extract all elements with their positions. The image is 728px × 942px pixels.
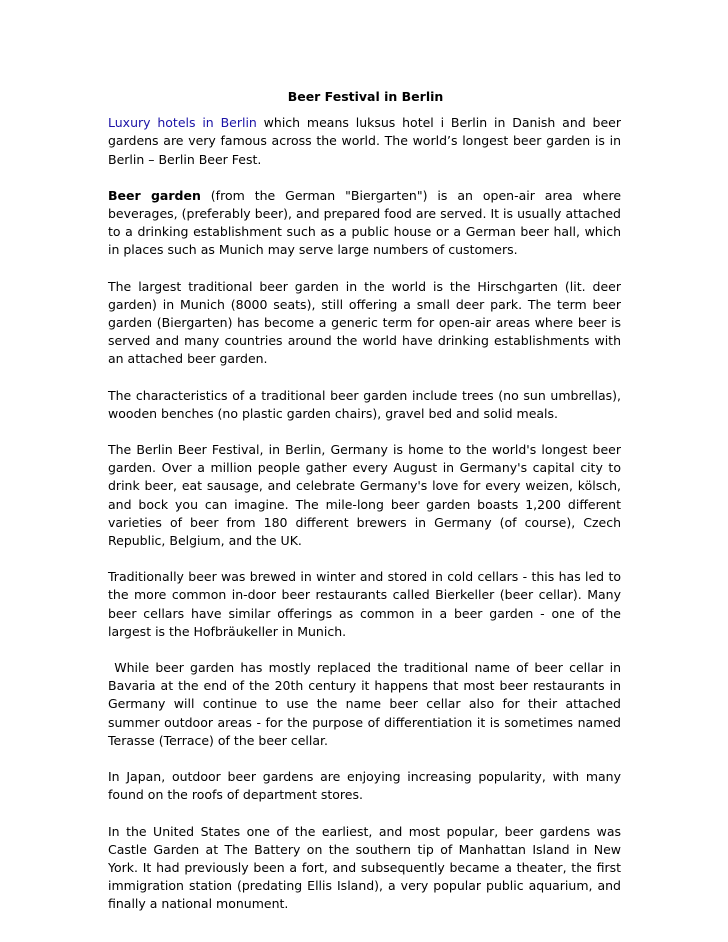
definition-paragraph [108,187,621,260]
paragraph-hirschgarten: The largest traditional beer garden in the world is the Hirschgarten (lit. deer garden) in Munich (8000 seats), still offering a small deer park. The term beer garden (Biergarten) has become a generic term for open-air areas where beer is served and many countries around the world have drinking establishments with an attached beer garden. [108,278,621,367]
paragraph-united-states: In the United States one of the earliest, and most popular, beer gardens was Castle Garden at The Battery on the southern tip of Manhattan Island in New York. It had previously been a fort, and subsequently became a theater, the first immigration station (predating Ellis Island), a very popular public aquarium, and finally a national monument. [108,823,621,912]
luxury-hotels-link[interactable]: Luxury hotels in Berlin [108,115,257,131]
paragraph-berlin-festival: The Berlin Beer Festival, in Berlin, Germany is home to the world's longest beer garden. Over a million people gather every August in Germany's capital city to drink beer, eat sausage, and celebrate Germany's love for every weizen, kölsch, and bock you can imagine. The mile-long beer garden boasts 1,200 different varieties of beer from 180 different brewers in Germany (of course), Czech Republic, Belgium, and the UK. [108,442,621,549]
paragraph-characteristics: The characteristics of a traditional beer garden include trees (no sun umbrellas), wooden benches (no plastic garden chairs), gravel bed and solid meals. [108,387,621,421]
intro-text: which means luksus hotel i Berlin in Danish and beer gardens are very famous across the world. The world’s longest beer garden is in Berlin – Berlin Beer Fest. [108,115,621,167]
document-title: Beer Festival in Berlin [287,89,444,104]
definition-term: Beer garden [108,187,201,203]
document-page [108,88,625,932]
definition-text: (from the German "Biergarten") is an open-air area where beverages, (preferably beer), and prepared food are served. It is usually attached to a drinking establishment such as a public house or a German beer hall, which in places such as Munich may serve large numbers of customers. [108,187,622,258]
paragraph-japan: In Japan, outdoor beer gardens are enjoying increasing popularity, with many found on the roofs of department stores. [108,769,621,803]
paragraph-beer-cellars: Traditionally beer was brewed in winter and stored in cold cellars - this has led to the more common in-door beer restaurants called Bierkeller (beer cellar). Many beer cellars have similar offerings as common in a beer garden - one of the largest is the Hofbräukeller in Munich. [108,569,621,639]
paragraph-bavaria: While beer garden has mostly replaced the traditional name of beer cellar in Bavaria at the end of the 20th century it happens that most beer restaurants in Germany will continue to use the name beer cellar also for their attached summer outdoor areas - for the purpose of differentiation it is sometimes named Terasse (Terrace) of the beer cellar. [108,660,625,748]
intro-paragraph [108,114,621,169]
